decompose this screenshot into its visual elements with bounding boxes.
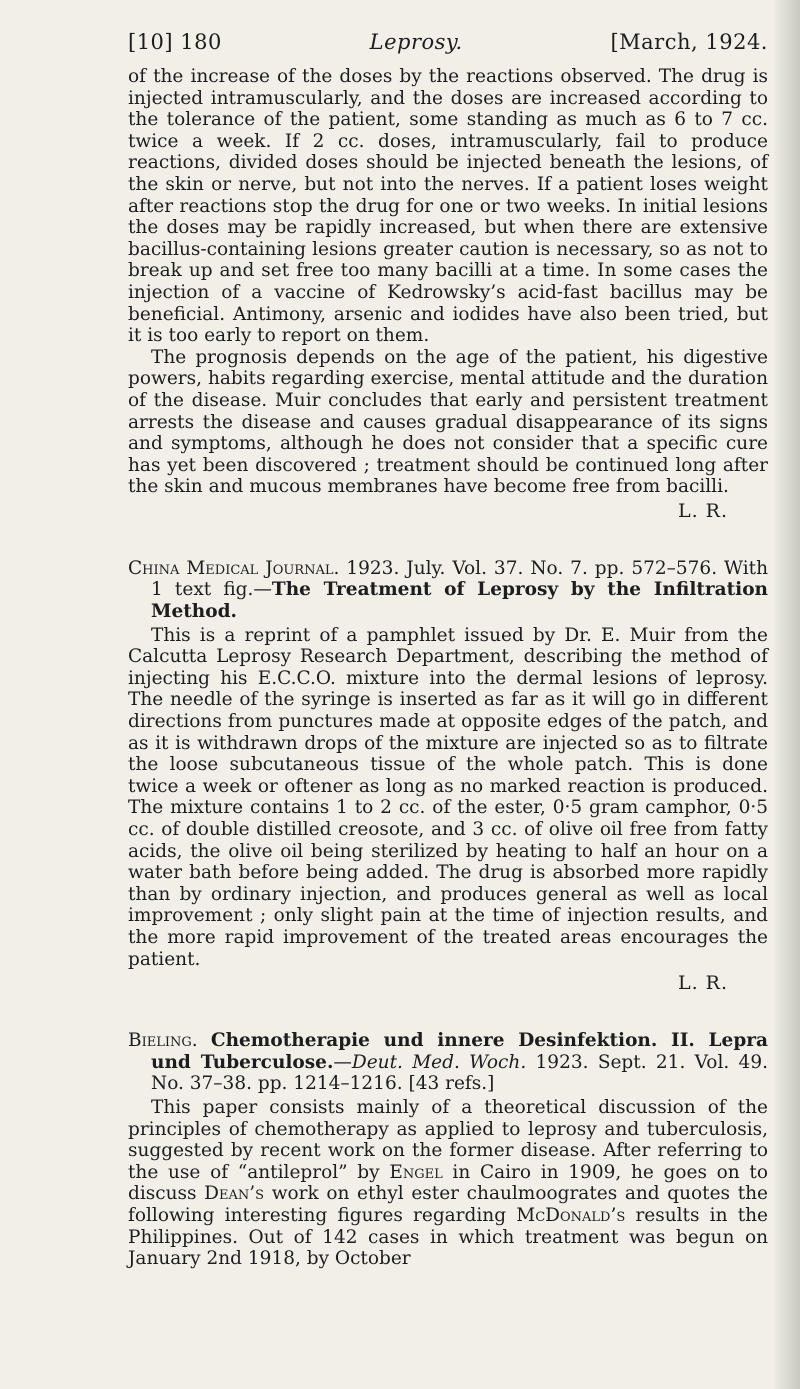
issue-date: [March, 1924.	[610, 30, 768, 54]
author-name-mcdonald: McDonald’s	[516, 1204, 626, 1226]
citation-china-medical-journal	[128, 558, 768, 623]
author-name-dean: Dean’s	[204, 1183, 265, 1205]
citation-bieling	[128, 1030, 768, 1095]
text-segment: in Cairo in 1909, he goes on to discuss	[128, 1161, 769, 1205]
citation-title: Chemotherapie und innere Desinfektion. II. Lepra und Tuberculose.	[151, 1030, 768, 1073]
paragraph-infiltration-method: This is a reprint of a pamphlet issued by Dr. E. Muir from the Calcutta Leprosy Research Department, describing the method of injecting his E.C.C.O. mixture into the dermal lesions of leprosy. The needle of the syringe is inserted as far as it will go in different directions from punctures made at opposite edges of the patch, and as it is withdrawn drops of the mixture are injected so as to filtrate the loose subcutaneous tissue of the whole patch. This is done twice a week or oftener as long as no marked reaction is produced. The mixture contains 1 to 2 cc. of the ester, 0·5 gram camphor, 0·5 cc. of double distilled creosote, and 3 cc. of olive oil free from fatty acids, the olive oil being sterilized by heating to half an hour on a water bath before being added. The drug is absorbed more rapidly than by ordinary injection, and produces general as well as local improvement ; only slight pain at the time of injection results, and the more rapid improvement of the treated areas encourages the patient.	[128, 624, 768, 970]
paragraph-chemotherapy	[128, 1097, 768, 1270]
citation-details: 1923. Sept. 21. Vol. 49. No. 37–38. pp. 1214–1216. [43 refs.]	[151, 1051, 768, 1095]
author-name-engel: Engel	[389, 1161, 443, 1183]
reviewer-signature: L. R.	[677, 972, 728, 995]
page-content	[128, 30, 768, 1270]
page-number: [10] 180	[128, 30, 222, 54]
running-title: Leprosy.	[369, 30, 463, 54]
text-segment: results in the Philippines. Out of 142 cases in which treatment was begun on January 2nd 1918, by October	[128, 1204, 768, 1270]
citation-author: Bieling.	[128, 1030, 198, 1052]
page-edge	[774, 0, 800, 1389]
citation-title: The Treatment of Leprosy by the Infiltration Method.	[151, 579, 768, 623]
citation-journal: China Medical Journal.	[128, 557, 340, 579]
citation-dash: —	[333, 1051, 352, 1073]
paragraph-dosage: of the increase of the doses by the reactions observed. The drug is injected intramuscularly, and the doses are increased according to the tolerance of the patient, some standing as much as 6 to 7 cc. twice a week. If 2 cc. doses, intramuscularly, fail to produce reactions, divided doses should be injected beneath the lesions, of the skin or nerve, but not into the nerves. If a patient loses weight after reactions stop the drug for one or two weeks. In initial lesions the doses may be rapidly increased, but when there are extensive bacillus-containing lesions greater caution is necessary, so as not to break up and set free too many bacilli at a time. In some cases the injection of a vaccine of Kedrowsky’s acid-fast bacillus may be beneficial. Antimony, arsenic and iodides have also been tried, but it is too early to report on them.	[128, 66, 768, 347]
paragraph-prognosis: The prognosis depends on the age of the patient, his digestive powers, habits regarding exercise, mental attitude and the duration of the disease. Muir concludes that early and persistent treatment arrests the disease and causes gradual disappearance of its signs and symptoms, although he does not consider that a specific cure has yet been discovered ; treatment should be continued long after the skin and mucous membranes have become free from bacilli.	[128, 346, 768, 498]
running-header	[128, 30, 768, 54]
text-segment: This paper consists mainly of a theoretical discussion of the principles of chemotherapy as applied to leprosy and tuberculosis, suggested by recent work on the former disease. After referring to the use of “antileprol” by	[128, 1096, 768, 1183]
citation-journal: Deut. Med. Woch.	[351, 1051, 527, 1073]
citation-details: 1923. July. Vol. 37. No. 7. pp. 572–576. With 1 text fig.—	[151, 557, 768, 601]
text-segment: work on ethyl ester chaulmoogrates and quotes the following interesting figures regarding	[128, 1183, 768, 1226]
reviewer-signature: L. R.	[677, 499, 728, 522]
